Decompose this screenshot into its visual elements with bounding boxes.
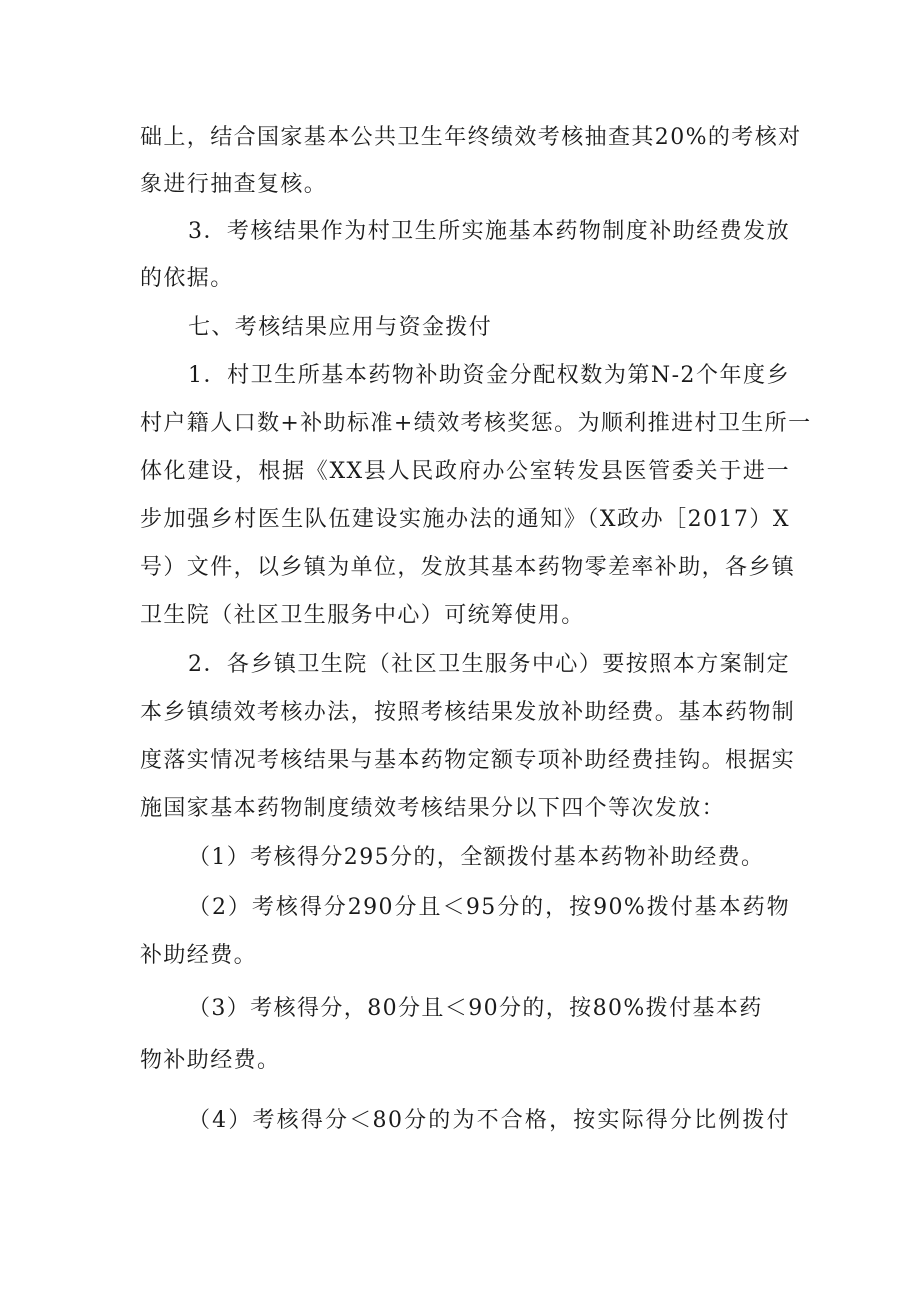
list-item: （3）考核得分，80分且＜90分的，按80%拨付基本药 — [188, 996, 763, 1021]
section-heading: 七、考核结果应用与资金拨付 — [188, 315, 493, 340]
text-line: 卫生院（社区卫生服务中心）可统筹使用。 — [140, 603, 585, 628]
text-line: 2．各乡镇卫生院（社区卫生服务中心）要按照本方案制定 — [188, 652, 790, 677]
text-line: 本乡镇绩效考核办法，按照考核结果发放补助经费。基本药物制 — [140, 700, 796, 725]
text-line: 步加强乡村医生队伍建设实施办法的通知》（X政办［2017）X — [140, 507, 790, 532]
list-item: （1）考核得分295分的，全额拨付基本药物补助经费。 — [188, 845, 765, 870]
list-item: （2）考核得分290分且＜95分的，按90%拨付基本药物 — [188, 895, 790, 920]
text-line: 1．村卫生所基本药物补助资金分配权数为第N-2个年度乡 — [188, 363, 790, 388]
text-line: 度落实情况考核结果与基本药物定额专项补助经费挂钩。根据实 — [140, 748, 796, 773]
text-line: 象进行抽查复核。 — [140, 172, 328, 197]
text-line: 施国家基本药物制度绩效考核结果分以下四个等次发放： — [140, 796, 726, 821]
list-item: （4）考核得分＜80分的为不合格，按实际得分比例拨付 — [188, 1108, 790, 1133]
text-line: 的依据。 — [140, 266, 234, 291]
text-line: 补助经费。 — [140, 943, 258, 968]
text-line: 3．考核结果作为村卫生所实施基本药物制度补助经费发放 — [188, 219, 790, 244]
text-line: 村户籍人口数+补助标准+绩效考核奖惩。为顺利推进村卫生所一 — [140, 411, 812, 436]
text-line: 体化建设，根据《XX县人民政府办公室转发县医管委关于进一 — [140, 459, 790, 484]
text-line: 物补助经费。 — [140, 1048, 281, 1073]
text-line: 础上，结合国家基本公共卫生年终绩效考核抽查其20%的考核对 — [140, 125, 802, 150]
text-line: 号）文件，以乡镇为单位，发放其基本药物零差率补助，各乡镇 — [140, 555, 796, 580]
